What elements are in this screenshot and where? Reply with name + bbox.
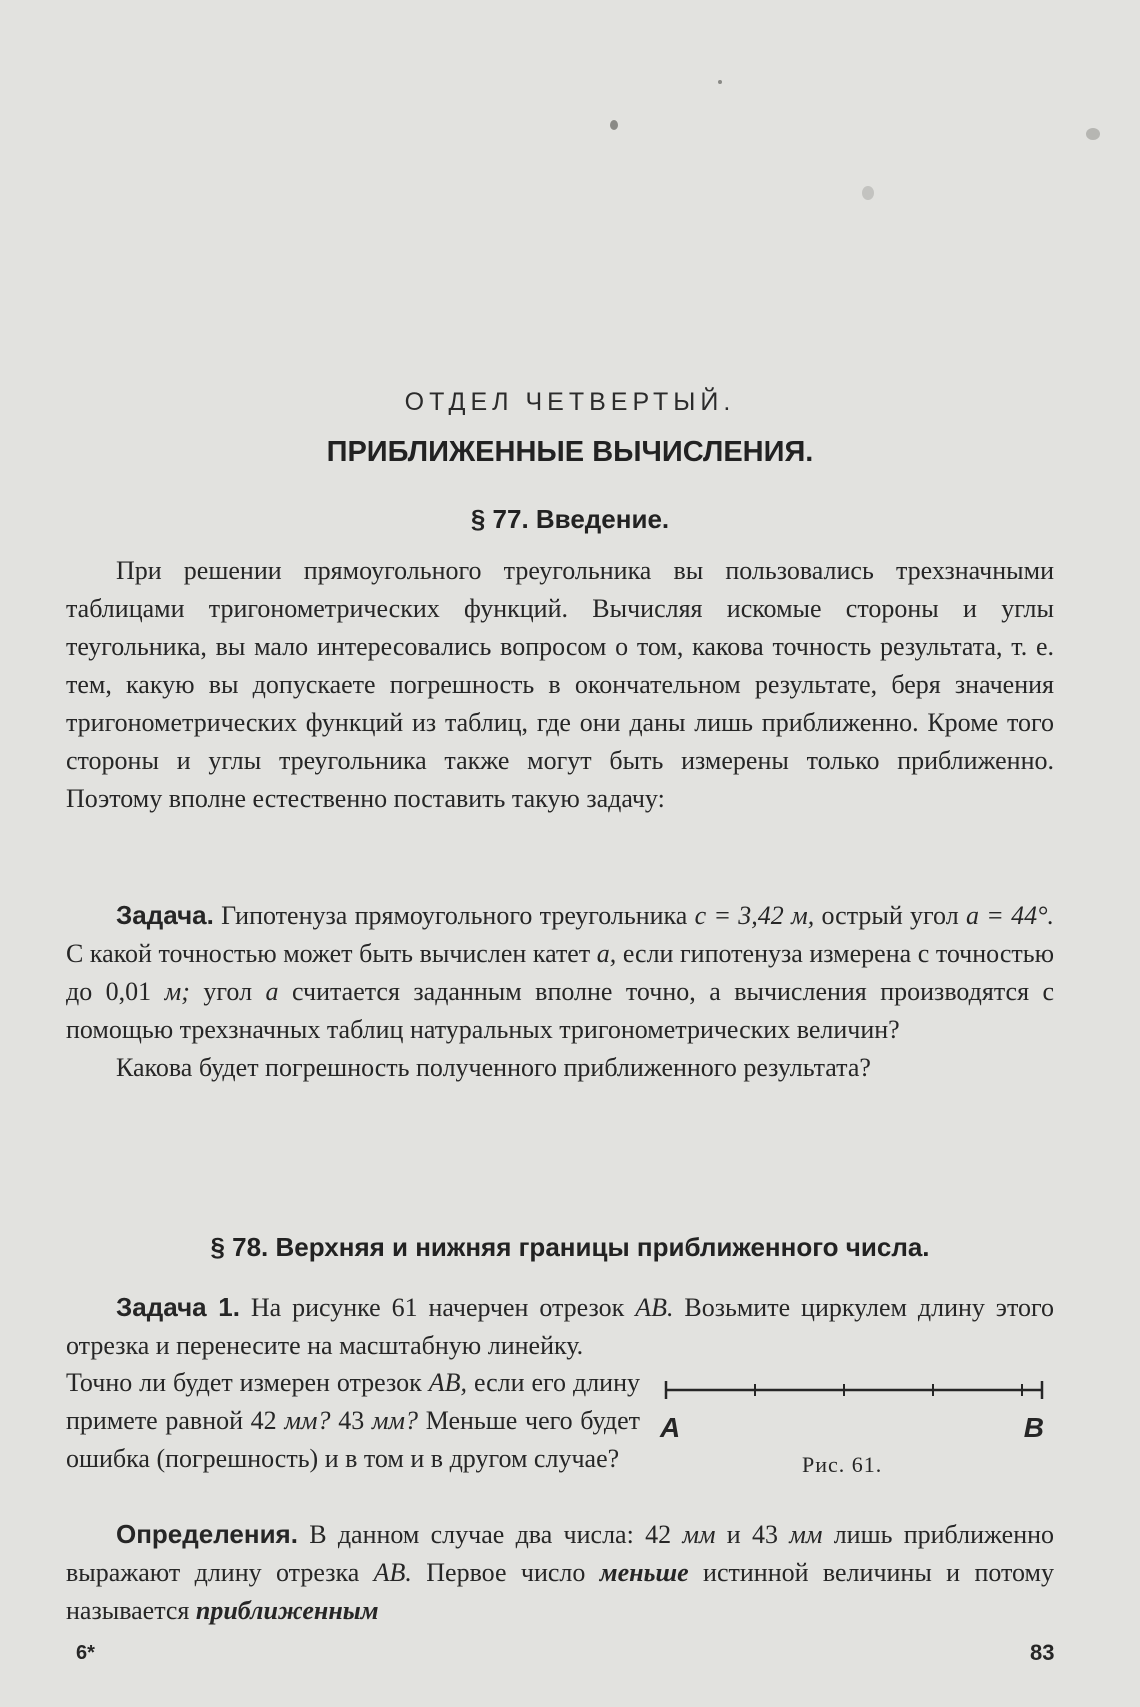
angle-variable: a bbox=[265, 977, 279, 1006]
section-78-title: § 78. Верхняя и нижняя границы приближенного числа. bbox=[210, 1232, 930, 1262]
unit-mm: мм? bbox=[371, 1406, 419, 1435]
segment-ab-drawing bbox=[652, 1370, 1054, 1410]
signature-mark: 6* bbox=[76, 1642, 95, 1664]
segment-ab: AB, bbox=[428, 1368, 467, 1397]
unit-meters: м; bbox=[164, 977, 190, 1006]
section-77-task bbox=[66, 896, 1054, 1087]
task-1-text: На рисунке 61 начерчен отрезок bbox=[250, 1293, 625, 1322]
point-a-label: A bbox=[660, 1412, 681, 1443]
task-text: острый угол bbox=[821, 901, 959, 930]
angle-value: a = 44°. bbox=[966, 901, 1055, 930]
segment-ab: AB. bbox=[635, 1293, 674, 1322]
figure-caption: Рис. 61. bbox=[802, 1452, 883, 1477]
intro-paragraph: При решении прямоугольного треугольника вы пользовались трехзначными таблицами тригонометрических функций. Вычисляя искомые стороны и углы теугольника, вы мало интересовались вопросом о том, какова точность результата, т. е. тем, какую вы допускаете погрешность в окончательном результате, беря значения тригонометрических функций из таблиц, где они даны лишь приближенно. Кроме того стороны и углы треугольника также могут быть измерены только приближенно. Поэтому вполне естественно поставить такую задачу: bbox=[66, 556, 1054, 813]
task-paragraph bbox=[66, 896, 1054, 1049]
unit-mm: мм? bbox=[284, 1406, 331, 1435]
paper-speck bbox=[610, 120, 618, 130]
page-number: 83 bbox=[1030, 1640, 1055, 1665]
term-less: меньше bbox=[599, 1558, 689, 1587]
section-77-title: § 77. Введение. bbox=[470, 504, 670, 534]
definitions-label: Определения. bbox=[116, 1519, 298, 1549]
paper-speck bbox=[862, 186, 874, 200]
task-1-paragraph bbox=[66, 1288, 1054, 1365]
term-approximate: приближенным bbox=[195, 1596, 379, 1625]
figure-61 bbox=[652, 1370, 1054, 1480]
task-text: считается заданным вполне точно, а вычисления производятся с помощью трехзначных таблиц натуральных тригонометрических величин? bbox=[66, 977, 1055, 1044]
segment-ab: AB. bbox=[373, 1558, 412, 1587]
definitions bbox=[66, 1515, 1054, 1630]
task-1-text: Меньше чего будет ошибка (погрешность) и в том и в другом случае? bbox=[66, 1406, 641, 1473]
definitions-text: лишь приближенно выражают длину отрезка bbox=[66, 1520, 1055, 1587]
paper-speck bbox=[718, 80, 722, 84]
point-b-label: B bbox=[1023, 1412, 1044, 1443]
task-1-text: 43 bbox=[338, 1406, 365, 1435]
definitions-text: истинной величины и потому называется bbox=[66, 1558, 1055, 1625]
task-1-text: Возьмите циркулем длину этого отрезка и перенесите на масштабную линейку. bbox=[66, 1293, 1055, 1360]
task-1-continued bbox=[66, 1364, 640, 1478]
task-1-text: Точно ли будет измерен отрезок bbox=[66, 1368, 422, 1397]
task-text: Гипотенуза прямоугольного треугольника bbox=[221, 901, 688, 930]
task-label: Задача. bbox=[116, 900, 214, 930]
task-1-text: если его длину примете равной 42 bbox=[66, 1368, 641, 1435]
part-title: ПРИБЛИЖЕННЫЕ ВЫЧИСЛЕНИЯ. bbox=[326, 436, 814, 468]
definitions-text: Первое число bbox=[426, 1558, 586, 1587]
task-1-label: Задача 1. bbox=[116, 1292, 240, 1322]
unit-mm: мм bbox=[682, 1520, 716, 1549]
task-text: если гипотенуза измерена с точностью до 0,01 bbox=[66, 939, 1054, 1006]
question-paragraph: Какова будет погрешность полученного приближенного результата? bbox=[116, 1053, 871, 1082]
hypotenuse-value: c = 3,42 bbox=[694, 901, 784, 930]
task-1 bbox=[66, 1288, 1054, 1365]
paper-speck bbox=[1086, 128, 1100, 140]
definitions-text: В данном случае два числа: 42 bbox=[309, 1520, 672, 1549]
part-label: ОТДЕЛ ЧЕТВЕРТЫЙ. bbox=[404, 388, 736, 416]
leg-variable: a, bbox=[596, 939, 617, 968]
unit-meters: м, bbox=[791, 901, 815, 930]
section-77-intro bbox=[66, 552, 1054, 818]
task-text: С какой точностью может быть вычислен катет bbox=[66, 939, 591, 968]
task-text: угол bbox=[203, 977, 253, 1006]
unit-mm: мм bbox=[789, 1520, 823, 1549]
definitions-paragraph bbox=[66, 1515, 1054, 1630]
definitions-text: и 43 bbox=[726, 1520, 778, 1549]
